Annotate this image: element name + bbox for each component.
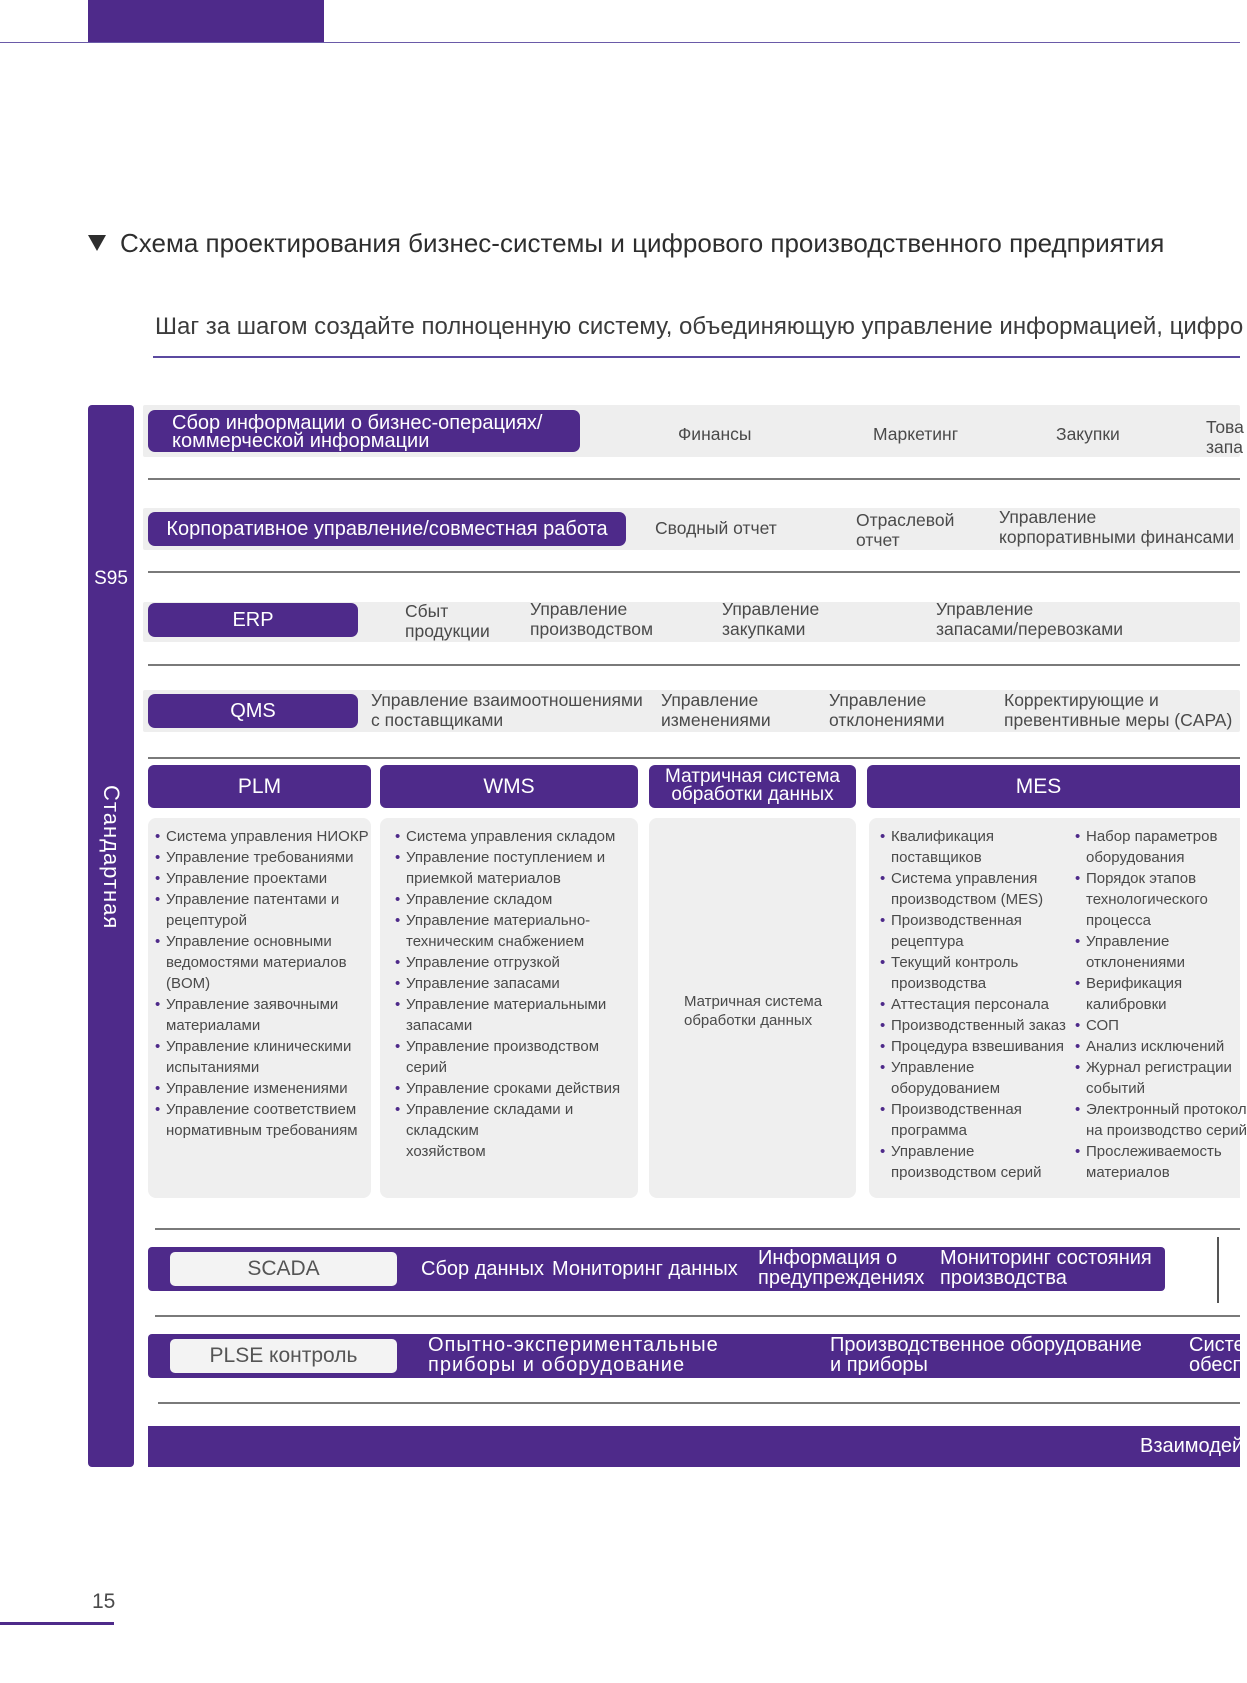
wms-list-item: • Управление сроками действия — [395, 1078, 638, 1099]
erp-item-purchasing-line2: закупками — [722, 619, 806, 639]
erp-item-inventory — [936, 599, 1123, 639]
scada-item-data-monitoring: Мониторинг данных — [552, 1258, 738, 1280]
erp-item-inventory-line2: запасами/перевозками — [936, 619, 1124, 639]
mes-panel — [869, 818, 1247, 1198]
qms-item-changes-line1: Управление — [661, 690, 759, 710]
qms-item-deviations-line1: Управление — [829, 690, 927, 710]
corporate-pill: Корпоративное управление/совместная работа — [148, 512, 626, 546]
qms-item-capa — [1004, 690, 1232, 730]
plm-list-item: • Управление заявочными материалами — [155, 994, 371, 1036]
row1-item-cut — [1206, 417, 1244, 457]
qms-item-changes-line2: изменениями — [661, 710, 771, 730]
erp-pill: ERP — [148, 603, 358, 637]
qms-item-capa-line1: Корректирующие и — [1004, 690, 1159, 710]
row-divider — [148, 478, 1240, 480]
wms-list-item: • Управление запасами — [395, 973, 638, 994]
mes-list-item: • Прослеживаемость материалов — [1075, 1141, 1247, 1183]
plm-list-item: • Управление патентами и рецептурой — [155, 889, 371, 931]
scada-production-line2: производства — [940, 1267, 1067, 1289]
wms-list-item: • Управление материально- техническим снабжением — [395, 910, 638, 952]
plse-button[interactable]: PLSE контроль — [170, 1339, 397, 1373]
mes-list-item: • Набор параметров оборудования — [1075, 826, 1247, 868]
erp-item-purchasing — [722, 599, 819, 639]
plm-list-item: • Управление основными ведомостями материалов (BOM) — [155, 931, 371, 994]
row-divider — [155, 1228, 1240, 1230]
business-info-pill-line2: коммерческой информации — [172, 430, 430, 452]
interaction-bar — [148, 1426, 1240, 1467]
plse-experimental-line2: приборы и оборудование — [428, 1354, 686, 1376]
qms-item-changes — [661, 690, 771, 730]
plse-item-cut — [1189, 1335, 1245, 1375]
plm-panel — [148, 818, 371, 1198]
scada-side-divider — [1217, 1237, 1219, 1303]
mes-list-item: • Аттестация персонала — [880, 994, 1066, 1015]
plm-list-item: • Управление клиническими испытаниями — [155, 1036, 371, 1078]
erp-item-sales-line2: продукции — [405, 621, 490, 641]
row1-item-marketing: Маркетинг — [873, 424, 959, 444]
plm-header: PLM — [148, 765, 371, 808]
mes-list-item: • Порядок этапов технологического процесса — [1075, 868, 1247, 931]
wms-list-item: • Управление поступлением и приемкой материалов — [395, 847, 638, 889]
erp-item-production — [530, 599, 653, 639]
row1-cut-line2: запа — [1206, 437, 1243, 457]
plse-experimental-line1: Опытно-экспериментальные — [428, 1334, 719, 1356]
wms-list-item: • Управление производством серий — [395, 1036, 638, 1078]
row2-item-corporate-finance — [999, 507, 1234, 547]
wms-list-item: • Управление складами и складским хозяйством — [395, 1099, 638, 1162]
qms-item-suppliers-line2: с поставщиками — [371, 710, 504, 730]
row1-cut-line1: Това — [1206, 417, 1244, 437]
qms-item-deviations — [829, 690, 944, 730]
plm-list — [148, 818, 371, 1141]
scada-item-data-collection: Сбор данных — [421, 1258, 544, 1280]
erp-item-production-line2: производством — [530, 619, 654, 639]
row-divider — [148, 664, 1240, 666]
mes-right-list — [1075, 826, 1247, 1183]
mes-list-item: • Производственная рецептура — [880, 910, 1066, 952]
qms-item-deviations-line2: отклонениями — [829, 710, 945, 730]
plm-list-item: • Управление соответствием нормативным требованиям — [155, 1099, 371, 1141]
interaction-bar-label: Взаимодей — [1140, 1435, 1244, 1457]
erp-item-inventory-line1: Управление — [936, 599, 1034, 619]
wms-list-item: • Управление отгрузкой — [395, 952, 638, 973]
mes-list-item: • Управление оборудованием — [880, 1057, 1066, 1099]
plse-item-experimental — [428, 1335, 719, 1375]
page-number: 15 — [92, 1590, 116, 1613]
matrix-body-line2: обработки данных — [684, 1012, 813, 1029]
wms-list-item: • Управление складом — [395, 889, 638, 910]
wms-list-item: • Система управления складом — [395, 826, 638, 847]
qms-item-suppliers-line1: Управление взаимоотношениями — [371, 690, 643, 710]
business-info-pill — [148, 410, 580, 452]
plm-list-item: • Система управления НИОКР — [155, 826, 371, 847]
matrix-header-line1: Матричная система — [665, 766, 840, 787]
mes-list-item: • Производственная программа — [880, 1099, 1066, 1141]
subheading-rule — [153, 356, 1240, 358]
row-divider — [148, 571, 1240, 573]
top-rule — [0, 42, 1240, 43]
subheading: Шаг за шагом создайте полноценную систему, объединяющую управление информацией, цифро — [155, 313, 1244, 340]
matrix-panel — [649, 818, 856, 1198]
qms-pill: QMS — [148, 694, 358, 728]
erp-item-production-line1: Управление — [530, 599, 628, 619]
wms-panel — [380, 818, 638, 1198]
scada-warnings-line1: Информация о — [758, 1247, 898, 1269]
plse-item-production-equipment — [830, 1335, 1142, 1375]
scada-button[interactable]: SCADA — [170, 1252, 397, 1286]
row2-item-summary-report: Сводный отчет — [655, 518, 777, 538]
page-number-rule — [0, 1622, 114, 1625]
mes-list-item: • Журнал регистрации событий — [1075, 1057, 1247, 1099]
plm-list-item: • Управление проектами — [155, 868, 371, 889]
triangle-down-icon — [88, 235, 106, 251]
row1-item-purchases: Закупки — [1056, 424, 1120, 444]
plse-equipment-line2: и приборы — [830, 1354, 928, 1376]
mes-list-item: • Анализ исключений — [1075, 1036, 1247, 1057]
row-divider — [158, 1402, 1240, 1404]
qms-item-capa-line2: превентивные меры (CAPA) — [1004, 710, 1233, 730]
standard-side-bar — [88, 405, 134, 1467]
row2-item3-line2: корпоративными финансами — [999, 527, 1235, 547]
wms-list-item: • Управление материальными запасами — [395, 994, 638, 1036]
erp-item-sales-line1: Сбыт — [405, 601, 449, 621]
row2-item2-line1: Отраслевой — [856, 510, 955, 530]
row1-item-finance: Финансы — [678, 424, 752, 444]
top-accent-bar — [88, 0, 324, 42]
plse-cut-line1: Систе — [1189, 1334, 1245, 1356]
mes-list-item: • Управление отклонениями — [1075, 931, 1247, 973]
mes-header: MES — [867, 765, 1240, 808]
plm-list-item: • Управление требованиями — [155, 847, 371, 868]
wms-header: WMS — [380, 765, 638, 808]
standard-vertical-label: Стандартная — [99, 785, 124, 930]
mes-list-item: • Верификация калибровки — [1075, 973, 1247, 1015]
mes-list-item: • СОП — [1075, 1015, 1247, 1036]
row2-item3-line1: Управление — [999, 507, 1097, 527]
matrix-body-text — [684, 992, 822, 1030]
row-divider — [148, 757, 1240, 759]
matrix-header — [649, 765, 856, 808]
mes-list-item: • Электронный протокол на производство серий — [1075, 1099, 1247, 1141]
mes-list-item: • Управление производством серий — [880, 1141, 1066, 1183]
row2-item-industry-report — [856, 510, 954, 550]
erp-item-sales — [405, 601, 490, 641]
scada-item-warnings — [758, 1248, 924, 1288]
mes-list-item: • Система управления производством (MES) — [880, 868, 1066, 910]
row2-item2-line2: отчет — [856, 530, 900, 550]
scada-production-line1: Мониторинг состояния — [940, 1247, 1152, 1269]
qms-item-suppliers — [371, 690, 643, 730]
business-info-pill-line1: Сбор информации о бизнес-операциях/ — [172, 412, 543, 434]
matrix-body-line1: Матричная система — [684, 993, 823, 1010]
plse-equipment-line1: Производственное оборудование — [830, 1334, 1142, 1356]
heading-text: Схема проектирования бизнес-системы и цифрового производственного предприятия — [120, 228, 1165, 258]
mes-list-item: • Производственный заказ — [880, 1015, 1066, 1036]
erp-item-purchasing-line1: Управление — [722, 599, 820, 619]
plm-list-item: • Управление изменениями — [155, 1078, 371, 1099]
matrix-header-line2: обработки данных — [671, 784, 834, 805]
scada-warnings-line2: предупреждениях — [758, 1267, 925, 1289]
row-divider — [155, 1315, 1240, 1317]
mes-list-item: • Текущий контроль производства — [880, 952, 1066, 994]
mes-left-list — [880, 826, 1066, 1183]
wms-list — [380, 818, 638, 1162]
scada-item-production-monitoring — [940, 1248, 1152, 1288]
s95-label: S95 — [94, 568, 128, 589]
mes-list-item: • Квалификация поставщиков — [880, 826, 1066, 868]
section-heading — [88, 228, 1164, 259]
plse-cut-line2: обесп — [1189, 1354, 1244, 1376]
mes-list-item: • Процедура взвешивания — [880, 1036, 1066, 1057]
